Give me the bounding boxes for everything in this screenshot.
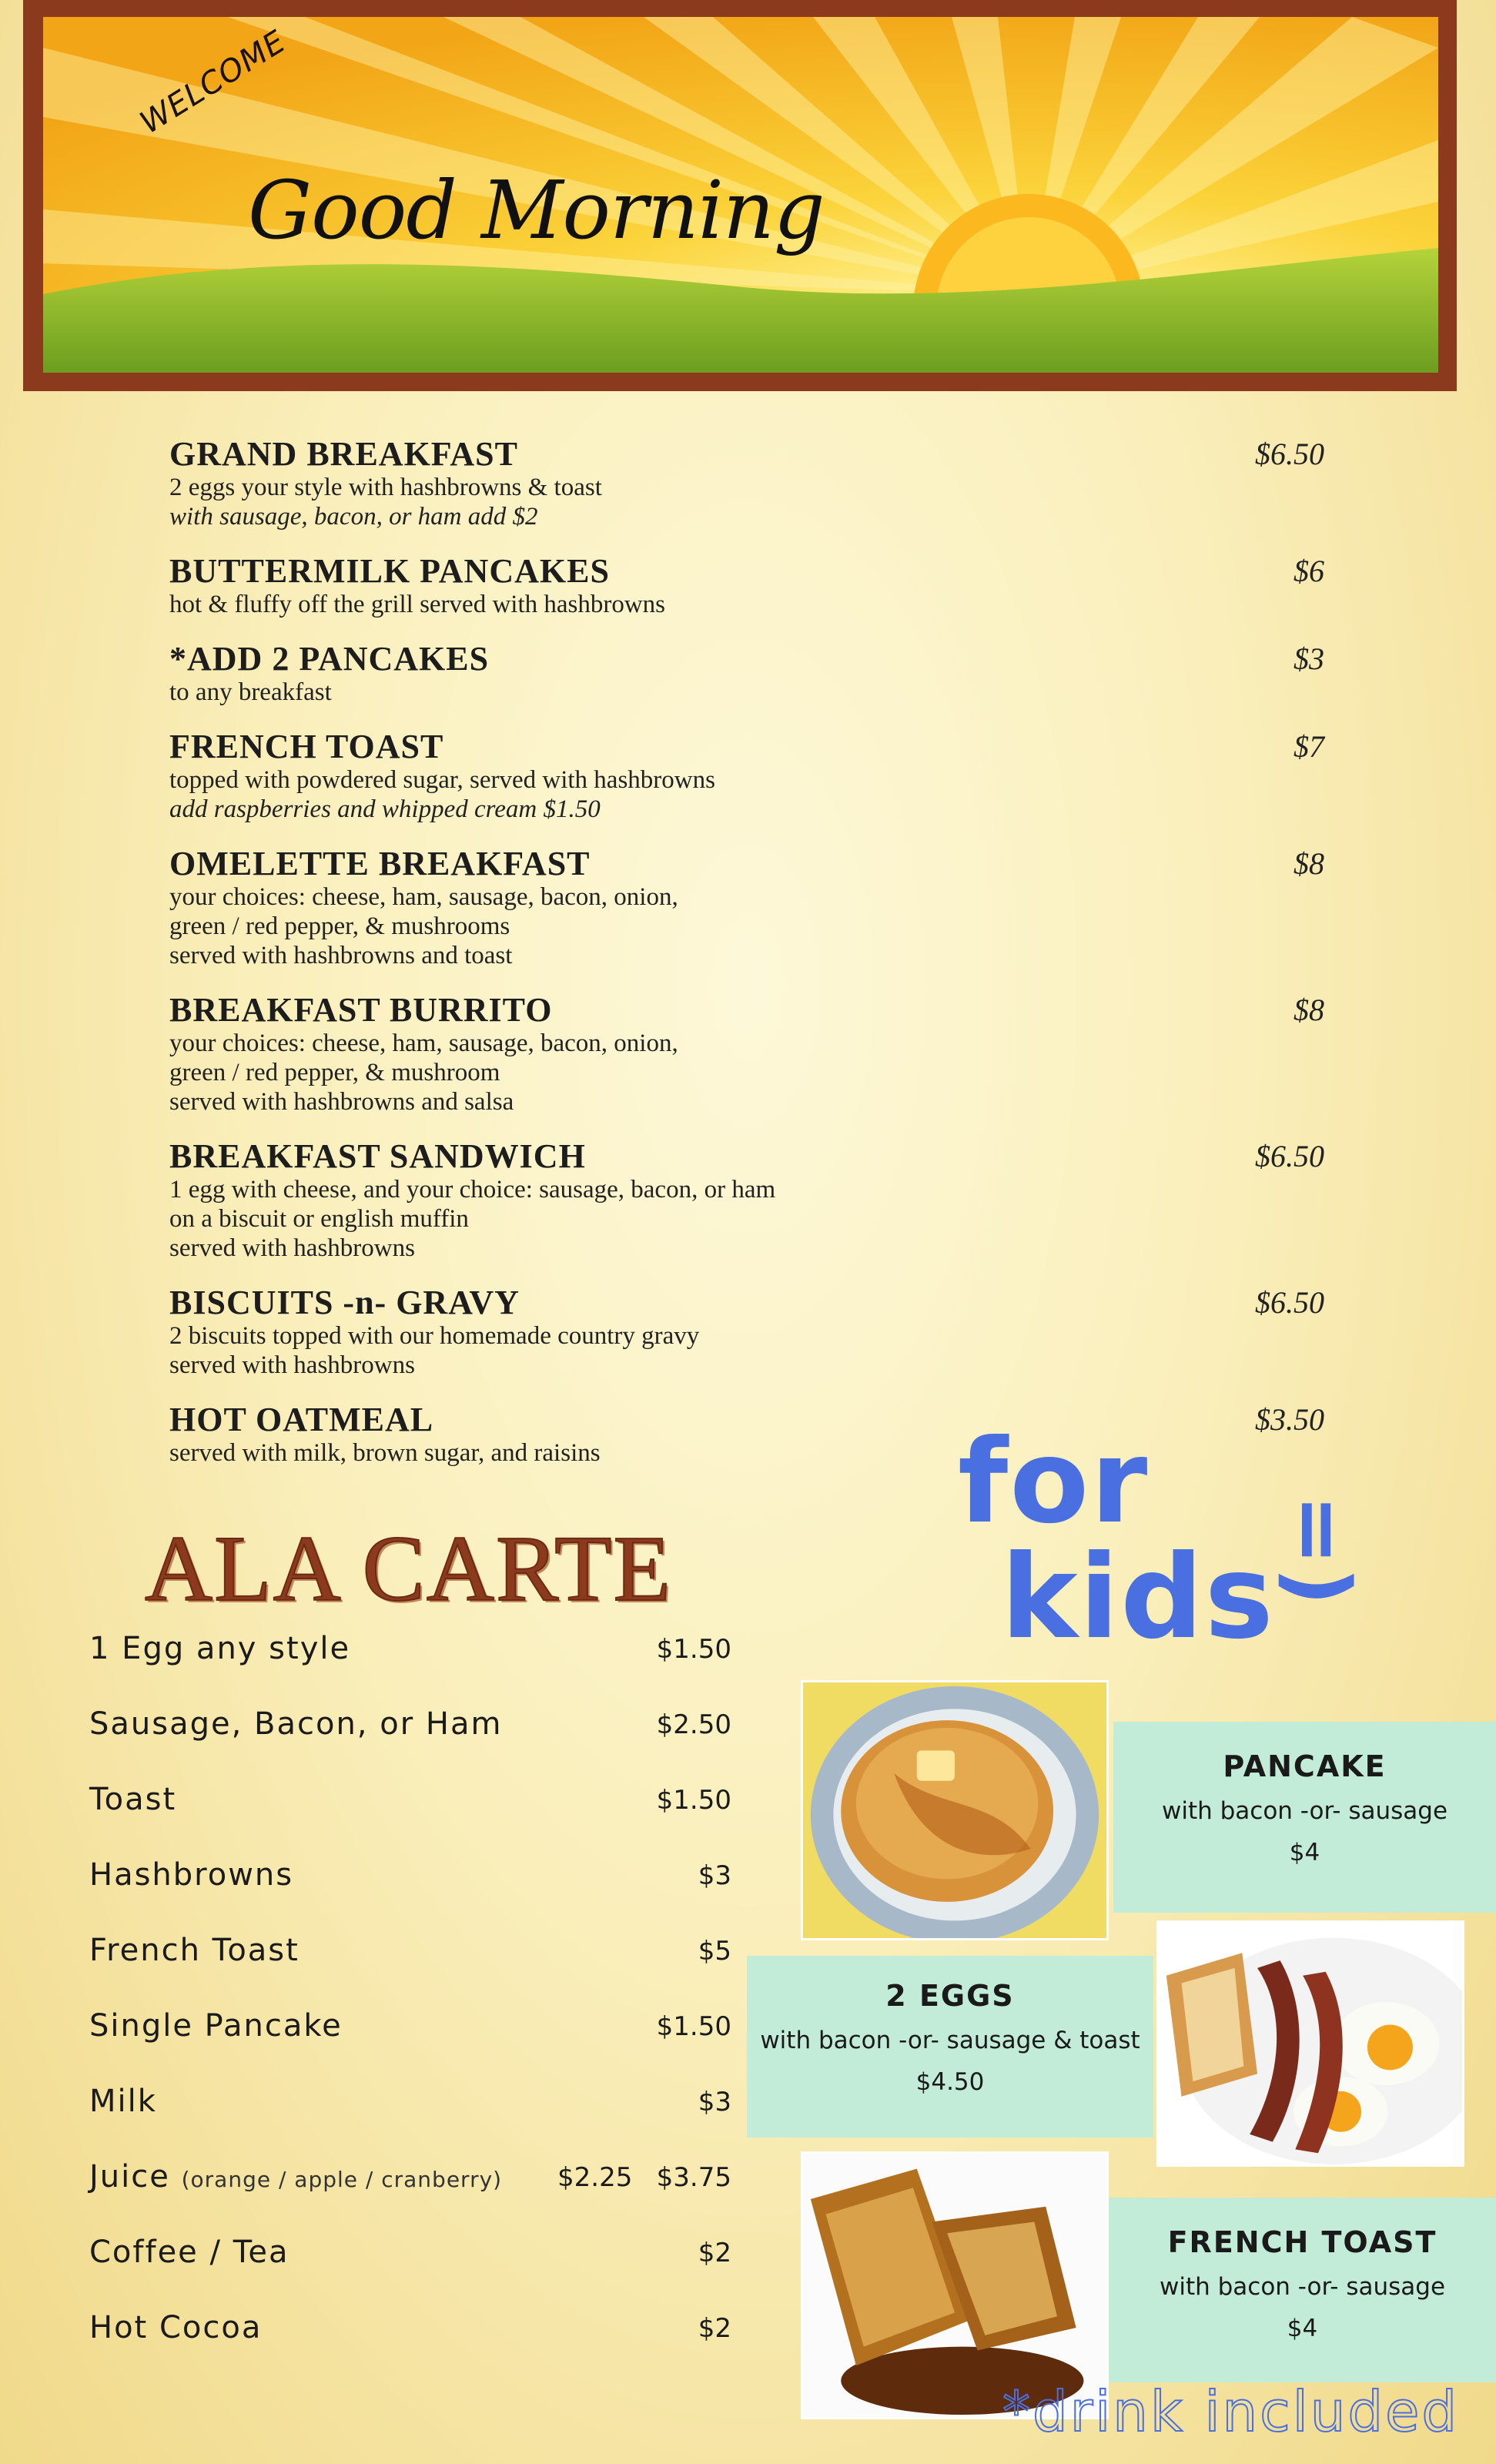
ala-item-price: $3: [698, 2087, 731, 2118]
menu-item-price: $6: [1294, 554, 1324, 588]
list-item: [89, 1857, 731, 1900]
drink-included-note: *drink included: [1002, 2379, 1460, 2444]
menu-item-price: $6.50: [1255, 1285, 1324, 1320]
menu-item-price: $3: [1294, 641, 1324, 676]
menu-item-desc: topped with powdered sugar, served with hashbrowns: [169, 766, 715, 794]
menu-item-name: BREAKFAST SANDWICH: [169, 1137, 586, 1175]
menu-item: [169, 1138, 1324, 1263]
ala-item-price: $1.50: [656, 2011, 731, 2042]
menu-item-desc: 2 eggs your style with hashbrowns & toast: [169, 474, 602, 501]
ala-item-price: $1.50: [656, 1634, 731, 1665]
menu-item-addon: with sausage, bacon, or ham add $2: [169, 503, 538, 531]
ala-item-label: Toast: [89, 1782, 177, 1817]
ala-item-label: [89, 2159, 502, 2194]
menu-item-price: $3.50: [1255, 1402, 1324, 1437]
ala-item-label: Single Pancake: [89, 2008, 343, 2044]
list-item: [89, 2008, 731, 2051]
list-item: [89, 1933, 731, 1976]
kids-item-desc: with bacon -or- sausage: [1161, 1797, 1448, 1825]
menu-item: [169, 436, 1324, 531]
ala-item-price: $1.50: [656, 1785, 731, 1816]
menu-item-desc: 1 egg with cheese, and your choice: sausage, bacon, or ham: [169, 1176, 776, 1204]
kids-item-name: 2 EGGS: [885, 1979, 1015, 2013]
ala-item-label: Milk: [89, 2084, 157, 2119]
menu-item: [169, 845, 1324, 970]
menu-item-desc: served with hashbrowns: [169, 1351, 415, 1379]
menu-item-name: OMELETTE BREAKFAST: [169, 845, 591, 882]
menu-item-desc: to any breakfast: [169, 678, 332, 706]
menu-item-name: BREAKFAST BURRITO: [169, 991, 553, 1029]
ala-item-price: $5: [698, 1936, 731, 1967]
menu-item-price: $8: [1294, 993, 1324, 1027]
menu-item-desc: green / red pepper, & mushroom: [169, 1059, 500, 1086]
menu-item-price: $6.50: [1255, 437, 1324, 471]
kids-heading-for: for: [958, 1415, 1150, 1549]
ala-item-price: $3.75: [656, 2162, 731, 2193]
menu-item: [169, 641, 1324, 707]
kids-item-price: $4.50: [915, 2068, 985, 2096]
kids-item-desc: with bacon -or- sausage & toast: [760, 2027, 1140, 2054]
menu-item-desc: your choices: cheese, ham, sausage, bacon, onion,: [169, 1029, 678, 1057]
kids-item: [747, 1956, 1153, 2138]
list-item: [89, 2235, 731, 2278]
menu-item-name: BUTTERMILK PANCAKES: [169, 552, 610, 590]
kids-heading-kids: kids: [1001, 1531, 1275, 1665]
ala-item-label: Hot Cocoa: [89, 2310, 263, 2345]
ala-item-label: Sausage, Bacon, or Ham: [89, 1706, 503, 1742]
menu-item-name: GRAND BREAKFAST: [169, 435, 519, 473]
kids-item-name: PANCAKE: [1223, 1749, 1387, 1783]
list-item: [89, 2310, 731, 2353]
menu-item-desc: served with hashbrowns and salsa: [169, 1088, 514, 1116]
list-item: [89, 2159, 731, 2202]
kids-item-name: FRENCH TOAST: [1167, 2225, 1437, 2259]
menu-item: [169, 1284, 1324, 1380]
kids-item-price: $4: [1287, 2315, 1318, 2342]
menu-item-desc: hot & fluffy off the grill served with hashbrowns: [169, 591, 666, 618]
smiley-icon: =): [1270, 1494, 1369, 1608]
banner-title: Good Morning: [248, 163, 825, 257]
menu-item-name: BISCUITS -n- GRAVY: [169, 1284, 520, 1321]
ala-item-label-text: Juice: [89, 2159, 170, 2194]
menu-item-desc: 2 biscuits topped with our homemade country gravy: [169, 1322, 700, 1350]
menu-item-desc: on a biscuit or english muffin: [169, 1205, 469, 1233]
ala-item-label: Hashbrowns: [89, 1857, 294, 1893]
menu-item-name: HOT OATMEAL: [169, 1401, 434, 1438]
list-item: [89, 1631, 731, 1674]
kids-item-price: $4: [1289, 1839, 1320, 1866]
menu-item-price: $8: [1294, 846, 1324, 881]
welcome-text: WELCOME: [134, 23, 293, 142]
pancake-photo: [801, 1680, 1109, 1940]
list-item: [89, 2084, 731, 2127]
menu-item-price: $6.50: [1255, 1139, 1324, 1173]
eggs-bacon-photo: [1156, 1920, 1464, 2167]
ala-item-price: $3: [698, 1860, 731, 1891]
menu-item: [169, 553, 1324, 619]
ala-item-label: French Toast: [89, 1933, 300, 1968]
menu-item: [169, 728, 1324, 824]
menu-item-desc: your choices: cheese, ham, sausage, bacon, onion,: [169, 883, 678, 911]
menu-item-desc: served with hashbrowns: [169, 1234, 415, 1262]
menu-item-desc: served with hashbrowns and toast: [169, 942, 513, 969]
menu-item-name: *ADD 2 PANCAKES: [169, 640, 490, 678]
menu-item-name: FRENCH TOAST: [169, 728, 444, 765]
ala-item-price: $2: [698, 2313, 731, 2344]
header-banner: [23, 0, 1457, 391]
menu-item: [169, 1401, 1324, 1468]
list-item: [89, 1706, 731, 1749]
ala-item-price: $2: [698, 2238, 731, 2268]
list-item: [89, 1782, 731, 1825]
ala-item-label: 1 Egg any style: [89, 1631, 351, 1666]
menu-item-desc: served with milk, brown sugar, and raisins: [169, 1439, 601, 1467]
ala-item-price: $2.50: [656, 1709, 731, 1740]
ala-item-price-small: $2.25: [557, 2162, 633, 2193]
ala-item-label: Coffee / Tea: [89, 2235, 289, 2270]
menu-item-desc: green / red pepper, & mushrooms: [169, 912, 510, 940]
menu-item: [169, 992, 1324, 1116]
kids-item-desc: with bacon -or- sausage: [1159, 2273, 1446, 2301]
menu-item-price: $7: [1294, 729, 1324, 764]
ala-carte-title: ALA CARTE: [145, 1517, 673, 1621]
menu-item-addon: add raspberries and whipped cream $1.50: [169, 795, 601, 823]
kids-item: [1109, 2198, 1496, 2382]
kids-item: [1113, 1722, 1496, 1913]
sunrise-illustration: [43, 17, 1438, 373]
ala-item-sub: (orange / apple / cranberry): [181, 2167, 503, 2192]
